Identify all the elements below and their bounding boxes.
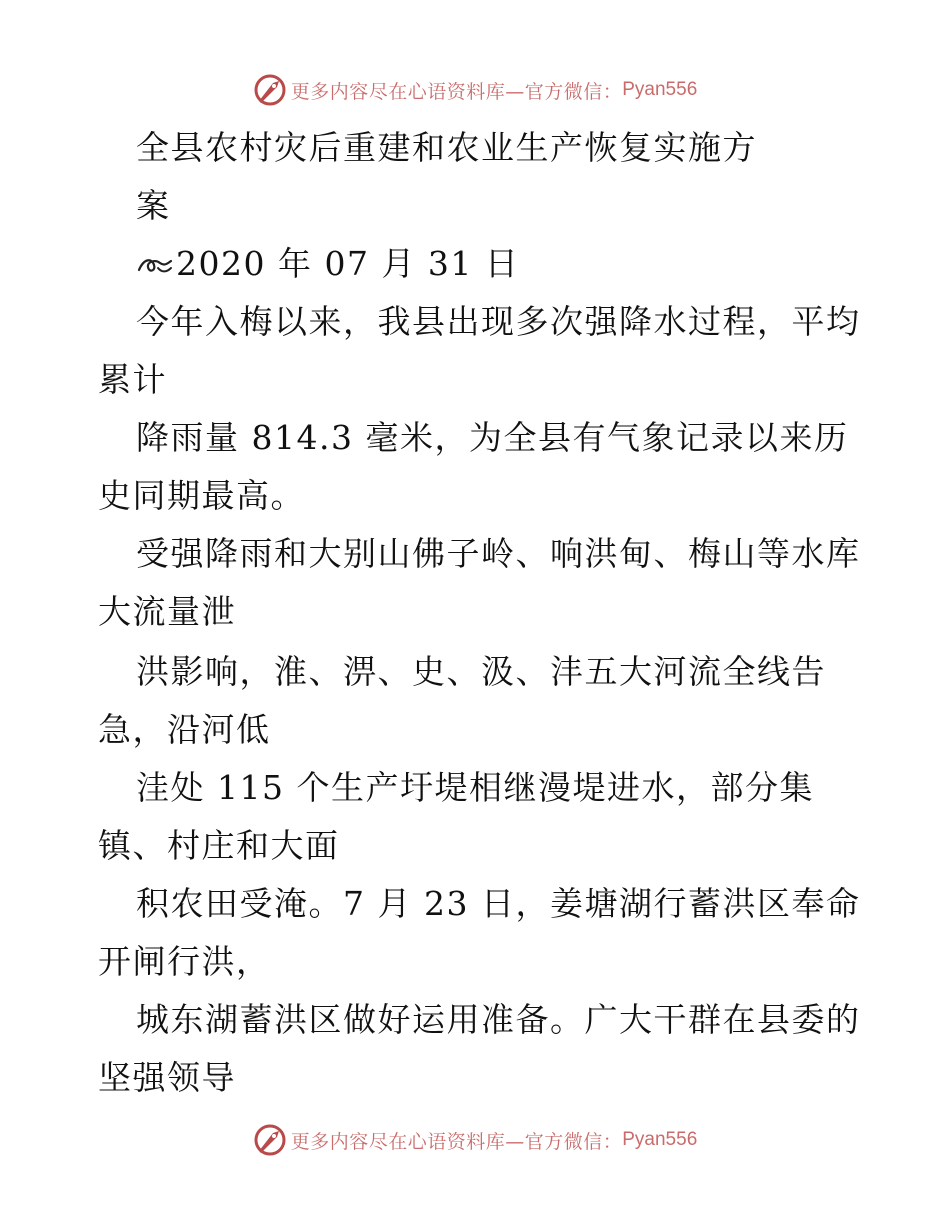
document-title-line-1: 全县农村灾后重建和农业生产恢复实施方 xyxy=(136,128,757,167)
paragraph-line: 累计 xyxy=(98,360,167,399)
document-title-line-2: 案 xyxy=(136,186,171,225)
paragraph-line: 开闸行洪， xyxy=(98,942,271,981)
paragraph-line: 史同期最高。 xyxy=(98,476,305,515)
footer-watermark xyxy=(0,1120,950,1160)
paragraph-line: 积农田受淹。7 月 23 日，姜塘湖行蓄洪区奉命 xyxy=(136,884,861,923)
paragraph-line: 急，沿河低 xyxy=(98,710,271,749)
paragraph-line: 受强降雨和大别山佛子岭、响洪甸、梅山等水库 xyxy=(136,534,861,573)
paragraph-line: 大流量泄 xyxy=(98,592,236,631)
watermark-text: 更多内容尽在心语资料库—官方微信： xyxy=(290,1130,623,1153)
document-date xyxy=(136,244,519,284)
watermark-wechat-id: Pyan556 xyxy=(622,1129,698,1150)
watermark-text: 更多内容尽在心语资料库—官方微信： xyxy=(290,80,623,103)
paragraph-line: 降雨量 814.3 毫米，为全县有气象记录以来历 xyxy=(136,418,849,457)
paragraph-line: 坚强领导 xyxy=(98,1058,236,1097)
flourish-ornament-icon xyxy=(136,252,174,276)
paragraph-line: 洼处 115 个生产圩堤相继漫堤进水，部分集 xyxy=(136,768,814,807)
paragraph-line: 镇、村庄和大面 xyxy=(98,826,340,865)
paragraph-line: 城东湖蓄洪区做好运用准备。广大干群在县委的 xyxy=(136,1000,861,1039)
pen-nib-circle-icon xyxy=(253,1123,287,1157)
paragraph-line: 洪影响，淮、淠、史、汲、沣五大河流全线告 xyxy=(136,652,826,691)
date-text: 2020 年 07 月 31 日 xyxy=(176,244,520,283)
watermark-wechat-id: Pyan556 xyxy=(622,79,698,100)
paragraph-line: 今年入梅以来，我县出现多次强降水过程，平均 xyxy=(136,302,861,341)
